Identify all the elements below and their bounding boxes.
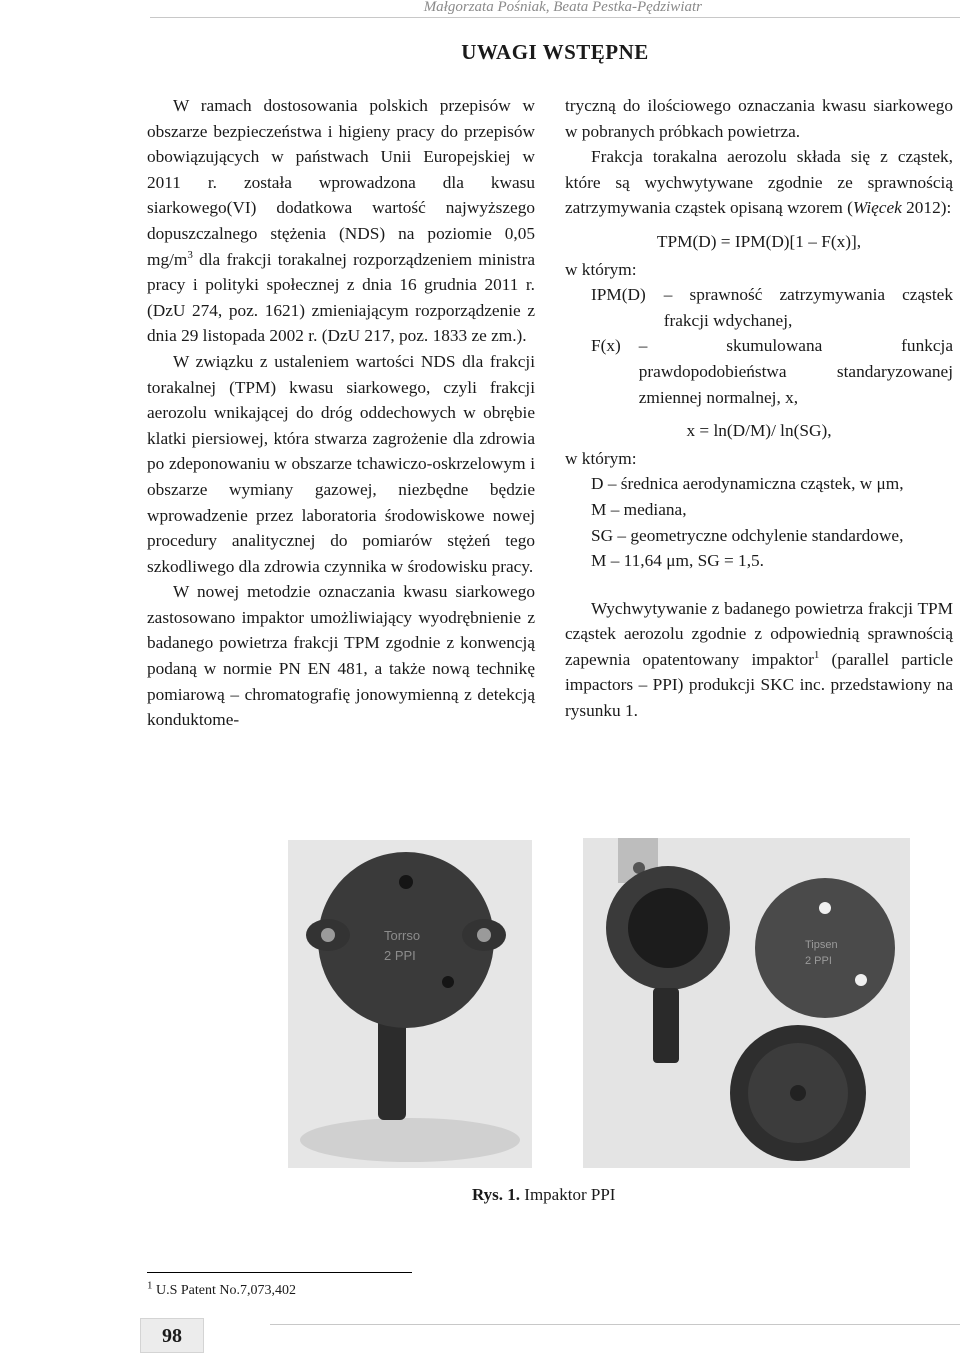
where-label-2: w którym: — [565, 448, 637, 468]
footnote: $^1$ U.S Patent No.7,073,402 — [147, 1279, 296, 1298]
formula-tpm: TPM(D) = IPM(D)[1 – F(x)], — [656, 231, 862, 251]
where-label-1: w którym: — [565, 259, 637, 279]
right-column — [565, 93, 953, 724]
figure-caption: Rys. 1. Impaktor PPI — [472, 1185, 616, 1204]
citation: Więcek — [852, 198, 902, 218]
section-title: UWAGI WSTĘPNE — [461, 40, 649, 64]
definitions-1 — [565, 282, 953, 410]
definition-item: M – mediana, — [591, 499, 687, 519]
right-paragraph-3: Wychwytywanie z badanego powietrza frakcji TPM cząstek aerozolu zgodnie z odpowiednią sprawnością zapewnia opatentowany impaktor$^1$ (parallel particle impactors – PPI) produkcji SKC inc. przedstawiony na rysunku 1. — [565, 598, 954, 721]
right-paragraph-2: Frakcja torakalna aerozolu składa się z cząstek, które są wychwytywane zgodnie ze sprawnością zatrzymywania cząstek opisaną wzorem (Więcek 2012): — [565, 147, 953, 218]
left-paragraph-3: W nowej metodzie oznaczania kwasu siarkowego zastosowano impaktor umożliwiający wyodrębnienie z badanego powietrza frakcji TPM zgodnie z konwencją podaną w normie PN EN 481, a także nową technikę pomiarową – chromatografię jonowymienną z detekcją konduktome- — [147, 582, 535, 730]
photo2-label-line1: Tipsen — [805, 939, 838, 951]
definition-item: M – 11,64 μm, SG = 1,5. — [591, 551, 764, 571]
left-column — [147, 93, 535, 733]
footnote-reference: 1 — [813, 649, 820, 662]
running-head-authors: Małgorzata Pośniak, Beata Pestka-Pędziwiatr — [423, 0, 702, 15]
photo1-label-line1: Torrso — [384, 928, 421, 943]
left-paragraph-2: W związku z ustaleniem wartości NDS dla frakcji torakalnej (TPM) kwasu siarkowego, czyli frakcji aerozolu wnikającej do dróg oddechowych w obrębie klatki piersiowej, która stwarza zagrożenie dla zdrowia po zdeponowaniu w obszarze tchawiczo-oskrzelowym i obszarze wymiany gazowej, niezbędne będzie wprowadzenie przez laboratoria środowiskowe nowej procedury analitycznej do pomiarów stężeń tego szkodliwego dla zdrowia czynnika w środowisku pracy. — [147, 351, 535, 576]
impactor-closed-illustration — [288, 840, 532, 1168]
impactor-photo-open — [583, 838, 910, 1168]
page-number: 98 — [140, 1318, 204, 1353]
photo1-label-line2: 2 PPI — [384, 948, 416, 963]
superscript-3: 3 — [187, 248, 193, 261]
definition-item: SG – geometryczne odchylenie standardowe, — [591, 525, 904, 545]
definition-item: IPM(D) – sprawność zatrzymywania cząstek frakcji wdychanej, — [591, 285, 953, 330]
definitions-2 — [565, 471, 953, 573]
impactor-open-illustration — [583, 838, 910, 1168]
definition-item: F(x) – skumulowana funkcja prawdopodobieństwa standaryzowanej zmiennej normalnej, x, — [591, 336, 953, 407]
formula-x: x = ln(D/M)/ ln(SG), — [686, 421, 832, 441]
photo2-label-line2: 2 PPI — [805, 955, 832, 967]
footnote-rule — [147, 1272, 412, 1273]
definition-item: D – średnica aerodynamiczna cząstek, w μm, — [591, 474, 904, 494]
figure-impactor — [288, 838, 910, 1168]
footer-line — [270, 1324, 960, 1325]
right-paragraph-1: tryczną do ilościowego oznaczania kwasu siarkowego w pobranych próbkach powietrza. — [565, 96, 953, 141]
impactor-photo-closed — [288, 840, 532, 1168]
left-paragraph-1: W ramach dostosowania polskich przepisów w obszarze bezpieczeństwa i higieny pracy do przepisów obowiązujących w państwach Unii Europejskiej w 2011 r. została wprowadzona dla kwasu siarkowego(VI) dodatkowa wartość najwyższego dopuszczalnego stężenia (NDS) na poziomie 0,05 $mg/m^3$ dla frakcji torakalnej rozporządzeniem ministra pracy i polityki społecznej z dnia 16 grudnia 2011 r. (DzU 274, poz. 1621) zmieniającym rozporządzenie z dnia 29 listopada 2002 r. (DzU 217, poz. 1833 ze zm.). — [147, 96, 535, 346]
running-head — [150, 0, 960, 18]
